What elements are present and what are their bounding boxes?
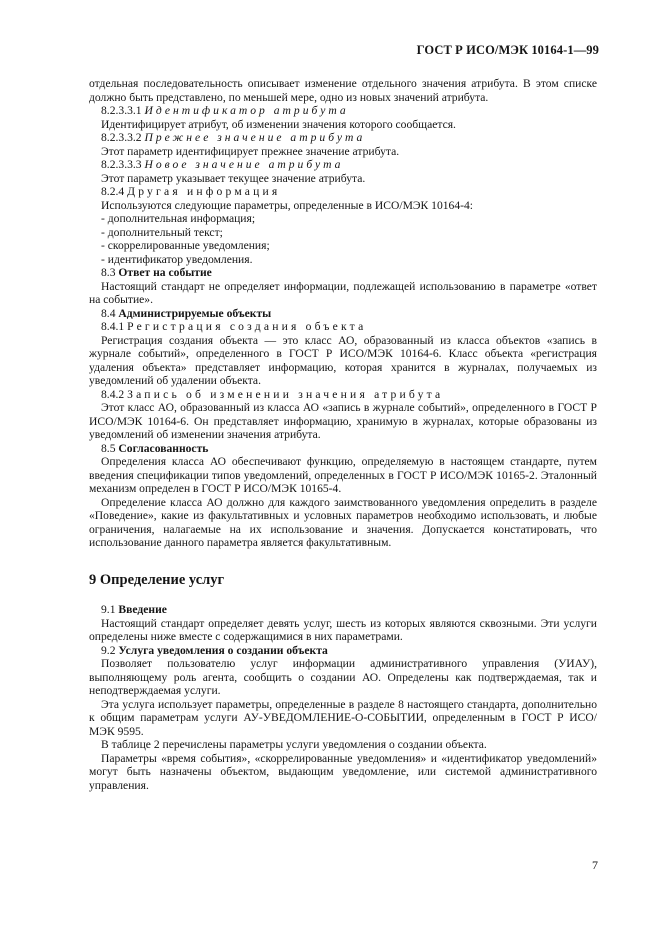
clause-title: Запись об изменении значения атрибута [127, 387, 444, 401]
list-item: - скоррелированные уведомления; [101, 239, 270, 252]
paragraph: Эта услуга использует параметры, определенные в разделе 8 настоящего стандарта, дополнительно к общим параметрам услуги АУ-УВЕДОМЛЕНИЕ-О-СОБЫТИИ, определенным в ГОСТ Р ИСО/МЭК 9595. [89, 697, 597, 738]
clause-title: Введение [118, 603, 167, 616]
clause-heading [89, 185, 597, 199]
clause-heading [89, 320, 597, 334]
clause-number: 8.3 [101, 266, 116, 279]
paragraph: Идентифицирует атрибут, об изменении значения которого сообщается. [101, 117, 456, 131]
list-item: - дополнительная информация; [101, 212, 256, 225]
clause-title: Ответ на событие [118, 266, 212, 279]
document-body [89, 77, 597, 792]
clause-number: 8.5 [101, 441, 116, 455]
paragraph: Настоящий стандарт определяет девять услуг, шесть из которых являются сквозными. Эти услуги определены ниже вместе с содержащимися в них параметрами. [89, 616, 597, 643]
paragraph: отдельная последовательность описывает изменение отдельного значения атрибута. В этом списке должно быть представлено, по меньшей мере, одно из новых значений атрибута. [89, 77, 597, 104]
clause-title: Идентификатор атрибута [144, 104, 349, 117]
clause-number: 8.2.3.3.2 [101, 131, 142, 144]
clause-heading [89, 603, 597, 617]
page-number: 7 [592, 858, 598, 872]
clause-number: 8.4.1 [101, 320, 125, 333]
clause-title: Новое значение атрибута [144, 158, 344, 171]
clause-heading [89, 442, 597, 456]
paragraph: Этот параметр идентифицирует прежнее значение атрибута. [101, 144, 400, 158]
clause-title: Другая информация [127, 185, 281, 198]
clause-title: Прежнее значение атрибута [144, 131, 366, 144]
clause-number: 8.2.4 [101, 185, 125, 198]
clause-number: 8.4 [101, 306, 116, 320]
paragraph: Регистрация создания объекта — это класс АО, образованный из класса объектов «запись в журнале событий», определенного в ГОСТ Р ИСО/МЭК 10164-6. Класс объекта «регистрация удаления объекта» представляет информацию, которая хранится в журналах, получаемых из уведомлений об удалении объекта. [89, 333, 597, 387]
paragraph: В таблице 2 перечислены параметры услуги уведомления о создании объекта. [101, 738, 487, 751]
list-item: - идентификатор уведомления. [101, 252, 253, 266]
clause-title: Услуга уведомления о создании объекта [118, 643, 328, 657]
paragraph: Настоящий стандарт не определяет информации, подлежащей использованию в параметре «ответ на событие». [89, 279, 597, 306]
clause-number: 8.2.3.3.1 [101, 104, 142, 117]
clause-title: Администрируемые объекты [118, 306, 272, 320]
clause-heading [89, 307, 597, 321]
document-header: ГОСТ Р ИСО/МЭК 10164-1—99 [416, 43, 599, 57]
clause-heading [89, 104, 597, 118]
paragraph: Этот параметр указывает текущее значение атрибута. [101, 171, 366, 185]
paragraph: Используются следующие параметры, определенные в ИСО/МЭК 10164-4: [101, 198, 474, 212]
clause-title: Регистрация создания объекта [127, 320, 367, 333]
paragraph: Этот класс АО, образованный из класса АО «запись в журнале событий», определенного в ГОСТ Р ИСО/МЭК 10164-6. Он представляет информацию, хранимую в журналах, которые образованы из уведомлений об изменении значения атрибута. [89, 401, 597, 441]
clause-number: 8.4.2 [101, 387, 125, 401]
paragraph: Определения класса АО обеспечивают функцию, определяемую в настоящем стандарте, путем введения спецификации типов уведомлений, определенных в ГОСТ Р ИСО/МЭК 10165-2. Эталонный механизм определен в ГОСТ Р ИСО/МЭК 10165-4. [89, 455, 597, 495]
list-item: - дополнительный текст; [101, 225, 223, 239]
paragraph: Параметры «время события», «скоррелированные уведомления» и «идентификатор уведомлений» могут быть назначены объектом, выдающим уведомление, или системой административного управления. [89, 751, 597, 792]
clause-heading [89, 266, 597, 280]
clause-number: 8.2.3.3.3 [101, 158, 142, 171]
clause-number: 9.2 [101, 643, 116, 657]
section-heading: 9 Определение услуг [89, 571, 225, 588]
clause-heading [89, 158, 597, 172]
clause-heading [89, 131, 597, 145]
paragraph: Позволяет пользователю услуг информации административного управления (УИАУ), выполняющему роль агента, сообщить о создании АО. Определены как подтверждаемая, так и неподтверждаемая услуги. [89, 657, 597, 697]
clause-heading [89, 644, 597, 658]
paragraph: Определение класса АО должно для каждого заимствованного уведомления определить в разделе «Поведение», какие из факультативных и условных параметров необходимо использовать, и любые ограничения, налагаемые на их использование и значения. Допускается констатировать, что использование данного параметра является факультативным. [89, 495, 597, 549]
clause-number: 9.1 [101, 603, 116, 616]
clause-title: Согласованность [118, 441, 209, 455]
clause-heading [89, 388, 597, 402]
